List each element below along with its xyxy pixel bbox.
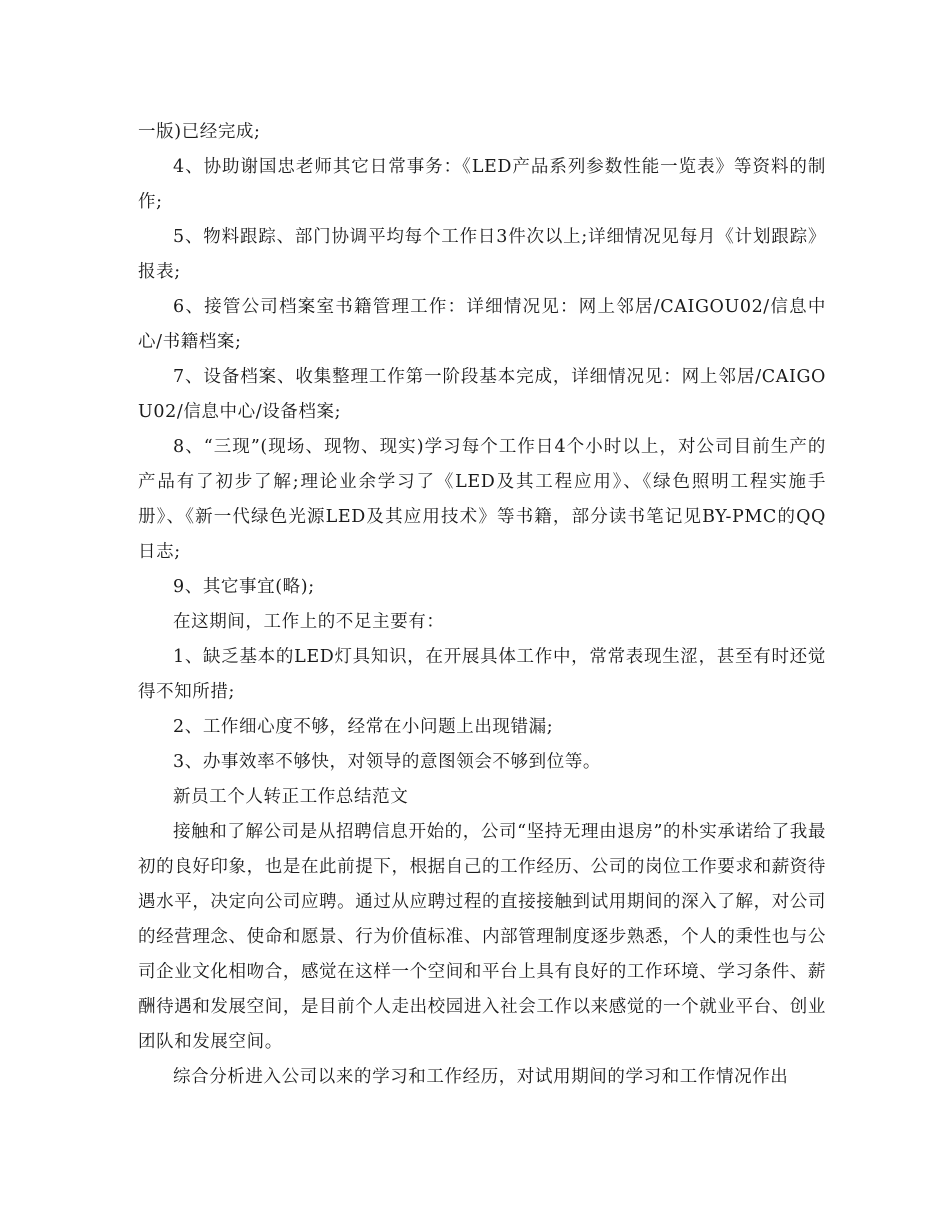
paragraph-item-4: 4、协助谢国忠老师其它日常事务：《LED产品系列参数性能一览表》等资料的制作; xyxy=(138,157,826,212)
paragraph-item-6: 6、接管公司档案室书籍管理工作：详细情况见：网上邻居/CAIGOU02/信息中心/书籍档案; xyxy=(138,297,826,352)
paragraph-shortcoming-1: 1、缺乏基本的LED灯具知识，在开展具体工作中，常常表现生涩，甚至有时还觉得不知所措; xyxy=(138,647,826,702)
paragraph-item-9: 9、其它事宜(略); xyxy=(173,577,315,597)
paragraph-continuation: 一版)已经完成; xyxy=(138,122,261,142)
paragraph-body-1: 接触和了解公司是从招聘信息开始的，公司“坚持无理由退房”的朴实承诺给了我最初的良好印象，也是在此前提下，根据自己的工作经历、公司的岗位工作要求和薪资待遇水平，决定向公司应聘。通过从应聘过程的直接接触到试用期间的深入了解，对公司的经营理念、使命和愿景、行为价值标准、内部管理制度逐步熟悉，个人的秉性也与公司企业文化相吻合，感觉在这样一个空间和平台上具有良好的工作环境、学习条件、薪酬待遇和发展空间，是目前个人走出校园进入社会工作以来感觉的一个就业平台、创业团队和发展空间。 xyxy=(138,822,826,1052)
paragraph-body-2: 综合分析进入公司以来的学习和工作经历，对试用期间的学习和工作情况作出 xyxy=(173,1067,789,1087)
paragraph-shortcoming-2: 2、工作细心度不够，经常在小问题上出现错漏; xyxy=(173,717,554,737)
paragraph-item-7: 7、设备档案、收集整理工作第一阶段基本完成，详细情况见：网上邻居/CAIGOU02/信息中心/设备档案; xyxy=(138,367,826,422)
document-body xyxy=(138,115,826,1095)
section-heading: 新员工个人转正工作总结范文 xyxy=(173,787,409,807)
paragraph-shortcomings-intro: 在这期间，工作上的不足主要有： xyxy=(173,612,445,632)
paragraph-item-8: 8、“三现”(现场、现物、现实)学习每个工作日4个小时以上，对公司目前生产的产品有了初步了解;理论业余学习了《LED及其工程应用》、《绿色照明工程实施手册》、《新一代绿色光源LED及其应用技术》等书籍，部分读书笔记见BY-PMC的QQ日志; xyxy=(138,437,826,562)
paragraph-item-5: 5、物料跟踪、部门协调平均每个工作日3件次以上;详细情况见每月《计划跟踪》报表; xyxy=(138,227,826,282)
paragraph-shortcoming-3: 3、办事效率不够快，对领导的意图领会不够到位等。 xyxy=(173,752,602,772)
